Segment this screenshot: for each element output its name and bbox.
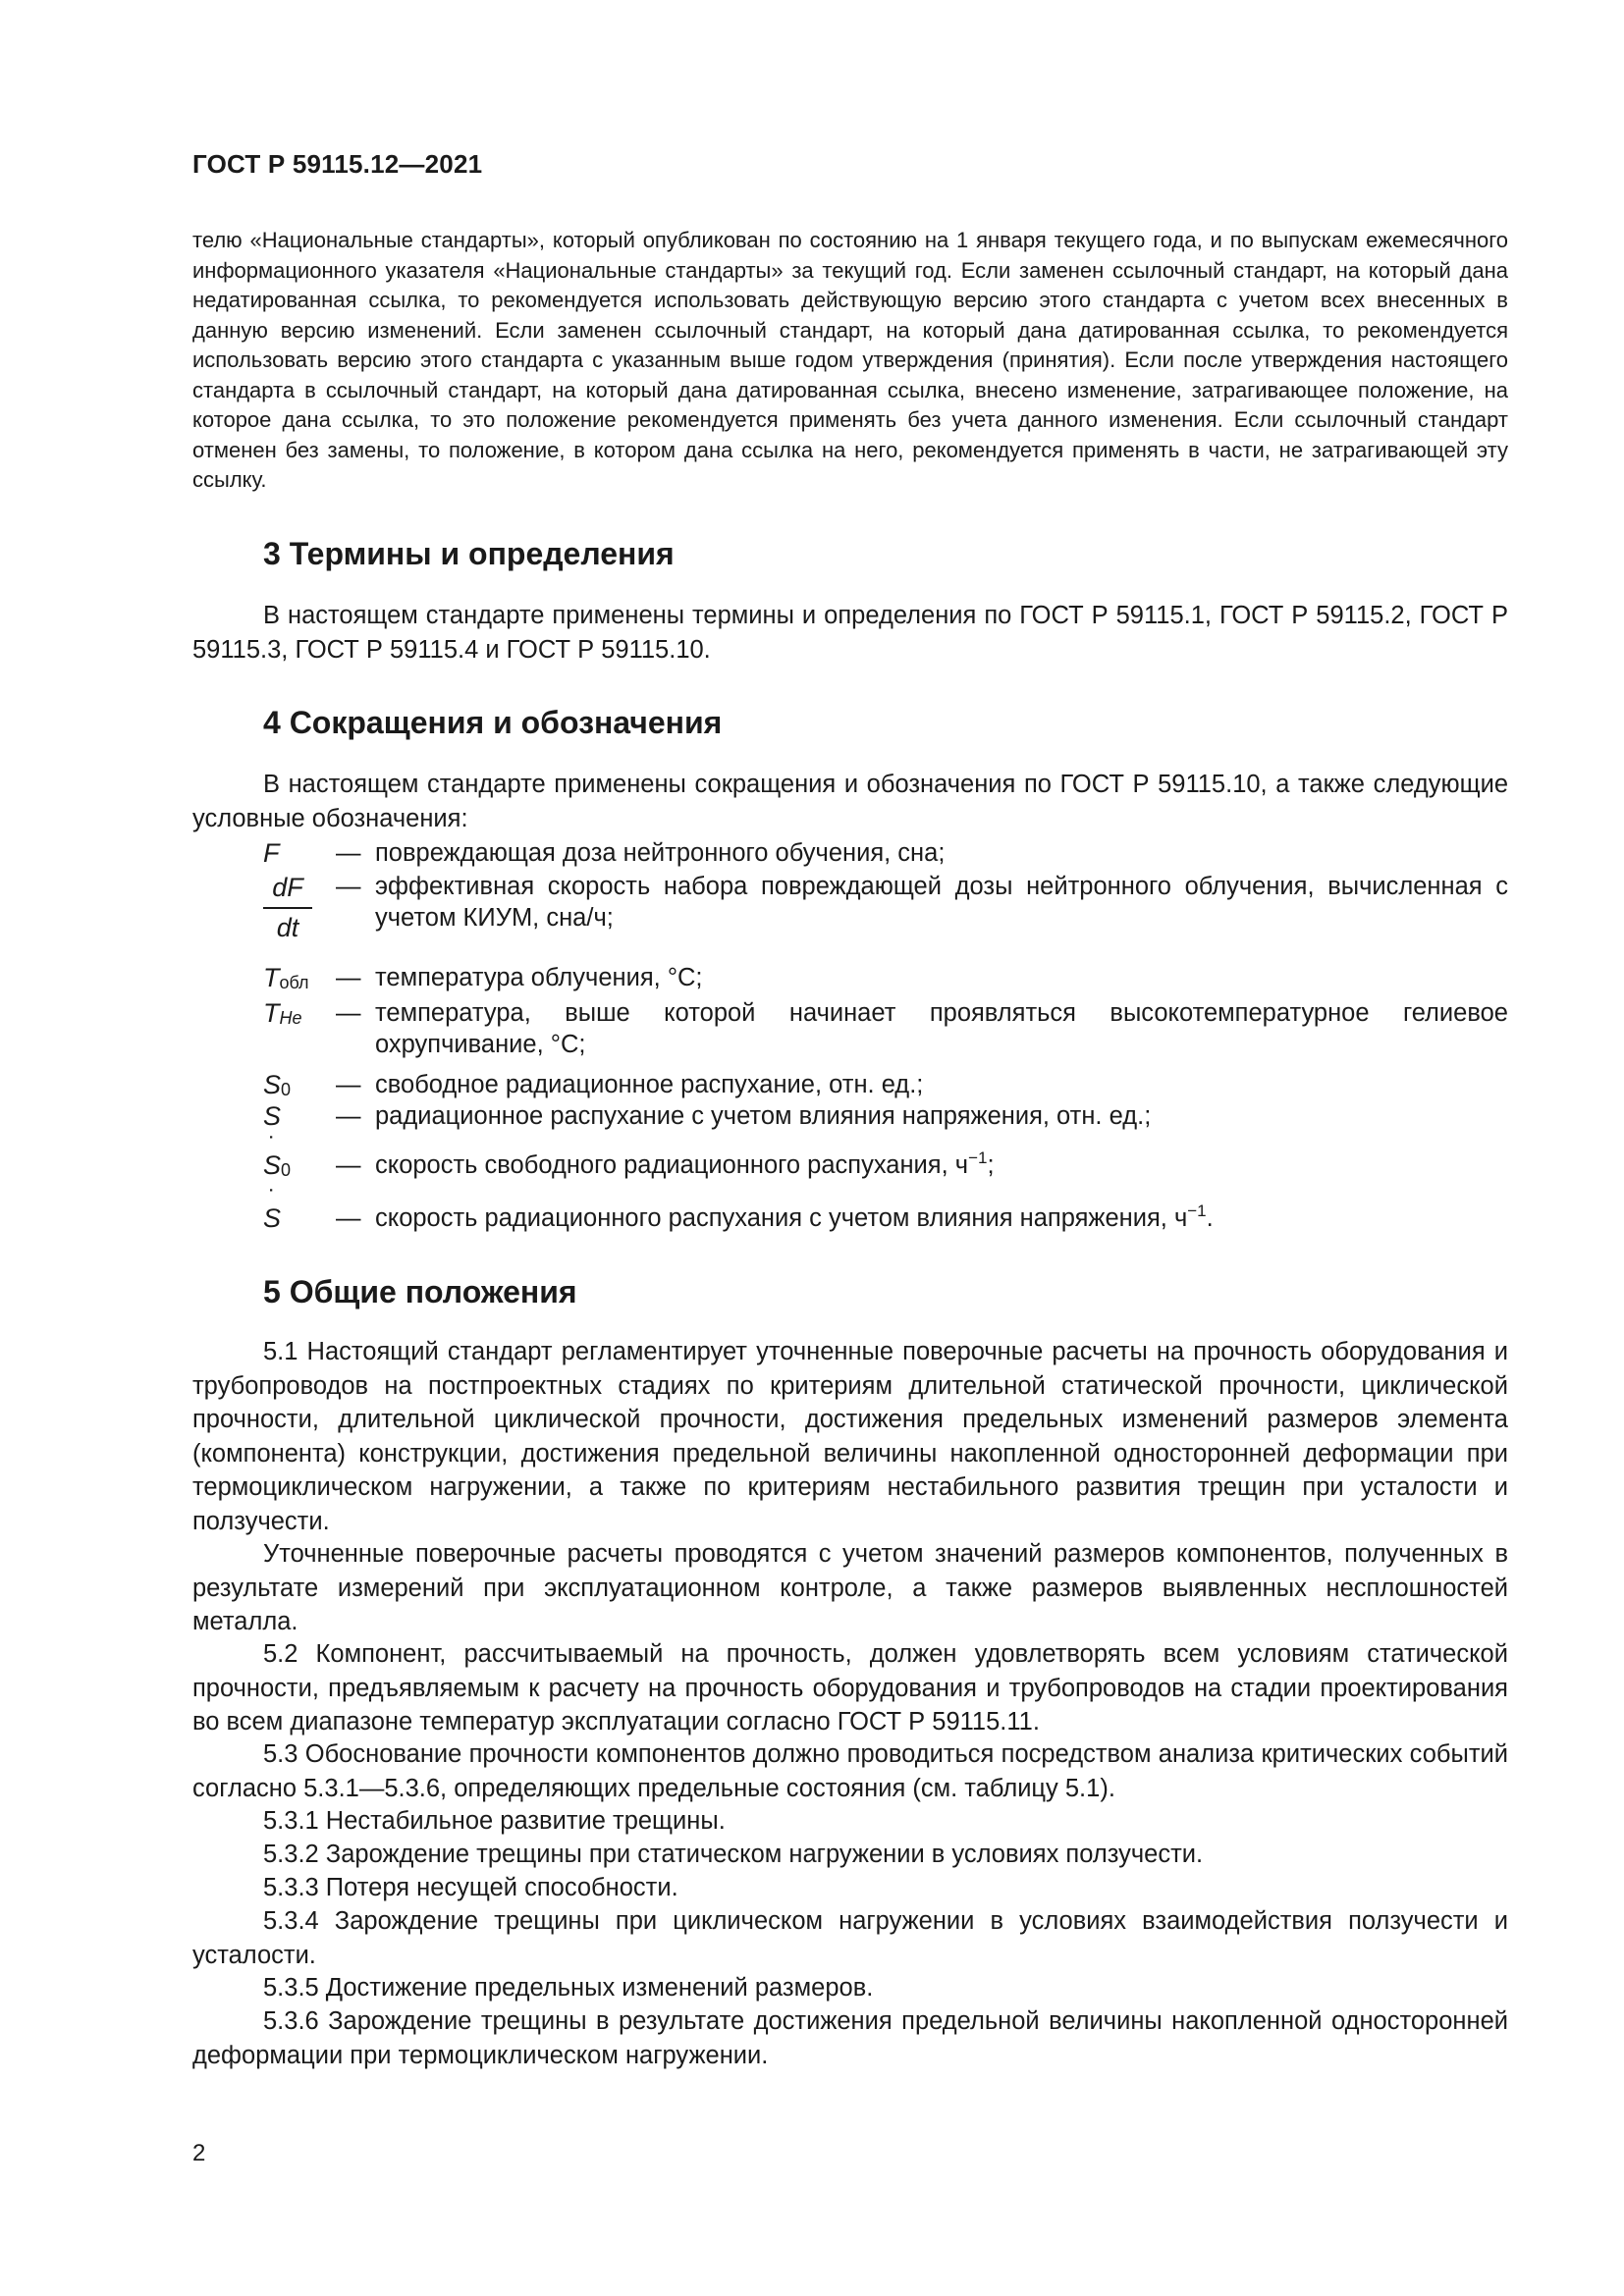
paragraph-5-3-4: 5.3.4 Зарождение трещины при циклическом нагружении в условиях взаимодействия ползучести и усталости. bbox=[192, 1907, 1508, 1969]
symbol-s0: $S_0$ bbox=[263, 1070, 292, 1099]
definition-s0: — свободное радиационное распухание, отн. ед.; bbox=[336, 1071, 924, 1098]
symbol-t-he: $T_{He}$ bbox=[263, 998, 302, 1028]
section-5-title: 5 Общие положения bbox=[263, 1274, 577, 1309]
definition-f: — повреждающая доза нейтронного обучения, сна; bbox=[336, 839, 946, 867]
definition-s0-dot: — скорость свободного радиационного распухания, $ч^{-1}$; bbox=[336, 1148, 995, 1179]
section-4-title: 4 Сокращения и обозначения bbox=[263, 705, 723, 740]
symbol-s-dot: ˙ S bbox=[263, 1202, 281, 1234]
definition-df-dt: — эффективная скорость набора повреждающей дозы нейтронного облучения, вычисленная с учетом КИУМ, сна/ч; bbox=[336, 873, 1508, 932]
paragraph-5-3-3: 5.3.3 Потеря несущей способности. bbox=[263, 1874, 678, 1901]
definition-t-he: — температура, выше которой начинает проявляться высокотемпературное гелиевое охрупчивание, °С; bbox=[336, 999, 1508, 1058]
section-3-text: В настоящем стандарте применены термины и определения по ГОСТ Р 59115.1, ГОСТ Р 59115.2, ГОСТ Р 59115.3, ГОСТ Р 59115.4 и ГОСТ Р 59115.10. bbox=[192, 602, 1508, 664]
document-header: ГОСТ Р 59115.12—2021 bbox=[192, 149, 483, 179]
paragraph-5-3-5: 5.3.5 Достижение предельных изменений размеров. bbox=[263, 1974, 874, 2002]
section-3-title: 3 Термины и определения bbox=[263, 536, 675, 571]
definition-t-obl: — температура облучения, °С; bbox=[336, 964, 703, 991]
symbol-f: F bbox=[263, 838, 280, 868]
section-4-text: В настоящем стандарте применены сокращения и обозначения по ГОСТ Р 59115.10, а также следующие условные обозначения: bbox=[192, 771, 1508, 832]
paragraph-5-3-2: 5.3.2 Зарождение трещины при статическом нагружении в условиях ползучести. bbox=[263, 1841, 1204, 1868]
symbol-t-obl: $T_{обл}$ bbox=[263, 963, 309, 992]
page-number: 2 bbox=[192, 2140, 206, 2166]
intro-paragraph: телю «Национальные стандарты», который опубликован по состоянию на 1 января текущего года, и по выпускам ежемесячного информационного указателя «Национальные стандарты» за текущий год. Если заменен ссылочный стандарт, на который дана недатированная ссылка, то рекомендуется использовать действующую версию этого стандарта с учетом всех внесенных в данную версию изменений. Если заменен ссылочный стандарт, на который дана датированная ссылка, то рекомендуется использовать версию этого стандарта с указанным выше годом утверждения (принятия). Если после утверждения настоящего стандарта в ссылочный стандарт, на который дана датированная ссылка, внесено изменение, затрагивающее положение, на которое дана ссылка, то это положение рекомендуется применять без учета данного изменения. Если ссылочный стандарт отменен без замены, то положение, в котором дана ссылка на него, рекомендуется применять в части, не затрагивающей эту ссылку. bbox=[192, 228, 1508, 492]
definition-s-dot: — скорость радиационного распухания с учетом влияния напряжения, $ч^{-1}$. bbox=[336, 1201, 1214, 1232]
paragraph-5-1: 5.1 Настоящий стандарт регламентирует уточненные поверочные расчеты на прочность оборудования и трубопроводов на постпроектных стадиях по критериям длительной статической прочности, циклической прочности, длительной циклической прочности, достижения предельных изменений размеров элемента (компонента) конструкции, достижения предельной величины накопленной односторонней деформации при термоциклическом нагружении, а также по критериям нестабильного развития трещин при усталости и ползучести. bbox=[192, 1338, 1508, 1535]
symbol-s0-dot: ˙ $S_0$ bbox=[263, 1149, 291, 1184]
paragraph-5-3-1: 5.3.1 Нестабильное развитие трещины. bbox=[263, 1807, 726, 1835]
symbol-df-dt-fraction: dF dt bbox=[263, 872, 312, 943]
definition-s: — радиационное распухание с учетом влияния напряжения, отн. ед.; bbox=[336, 1102, 1152, 1130]
symbol-s: S bbox=[263, 1101, 282, 1131]
paragraph-5-2: 5.2 Компонент, рассчитываемый на прочность, должен удовлетворять всем условиям статической прочности, предъявляемым к расчету на прочность оборудования и трубопроводов на стадии проектирования во всем диапазоне температур эксплуатации согласно ГОСТ Р 59115.11. bbox=[192, 1640, 1508, 1735]
paragraph-5-3: 5.3 Обоснование прочности компонентов должно проводиться посредством анализа критических событий согласно 5.3.1—5.3.6, определяющих предельные состояния (см. таблицу 5.1). bbox=[192, 1740, 1508, 1802]
paragraph-5-3-6: 5.3.6 Зарождение трещины в результате достижения предельной величины накопленной односторонней деформации при термоциклическом нагружении. bbox=[192, 2007, 1508, 2069]
paragraph-5-1-b: Уточненные поверочные расчеты проводятся с учетом значений размеров компонентов, полученных в результате измерений при эксплуатационном контроле, а также размеров выявленных несплошностей металла. bbox=[192, 1540, 1508, 1635]
fraction-bar bbox=[263, 907, 312, 909]
